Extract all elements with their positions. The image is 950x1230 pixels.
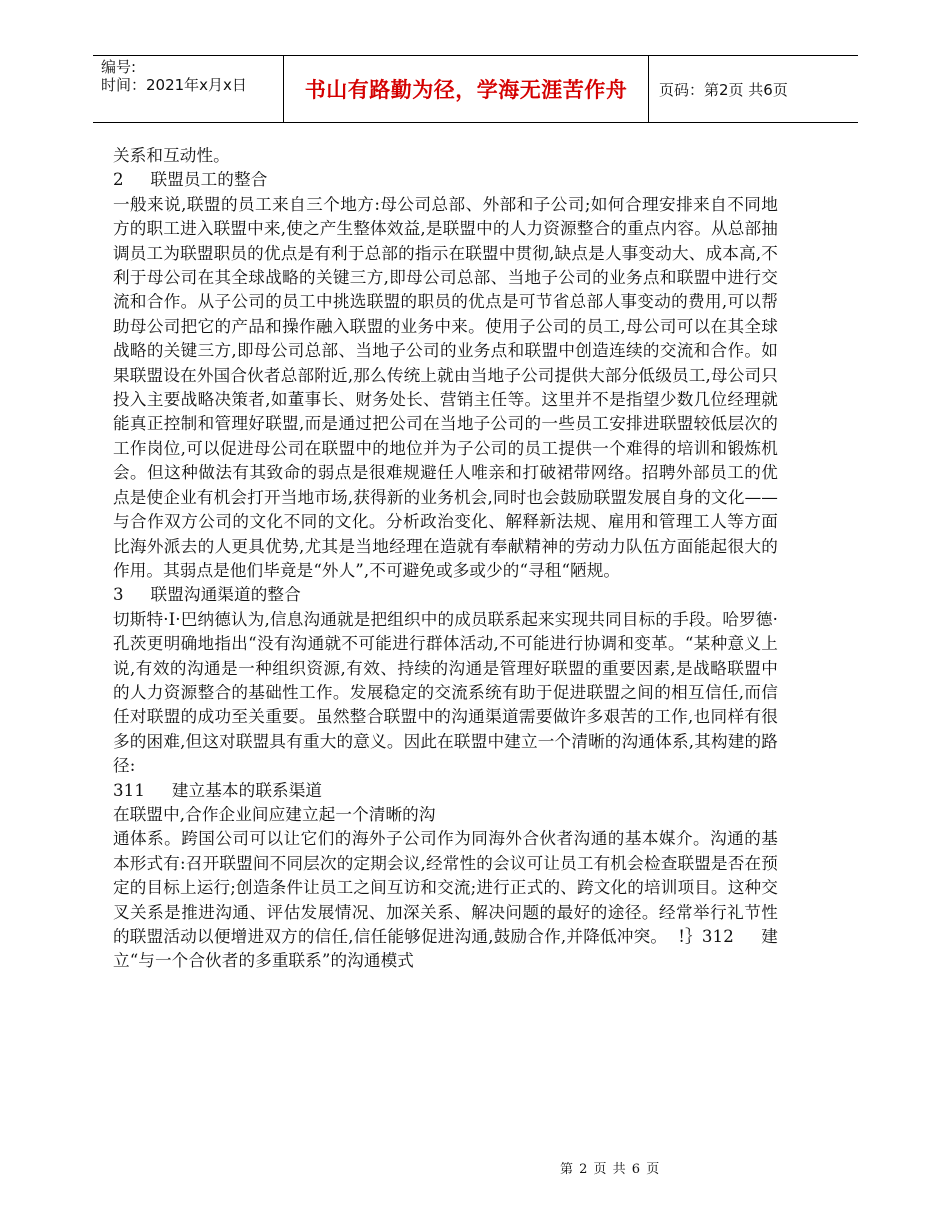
paragraph: 切斯特·I·巴纳德认为,信息沟通就是把组织中的成员联系起来实现共同目标的手段。哈罗德·孔茨更明确地指出“没有沟通就不可能进行群体活动,不可能进行协调和变革。“某种意义上说,有效的沟通是一种组织资源,有效、持续的沟通是管理好联盟的重要因素,是战略联盟中的人力资源整合的基础性工作。发展稳定的交流系统有助于促进联盟之间的相互信任,而信任对联盟的成功至关重要。虽然整合联盟中的沟通渠道需要做许多艰苦的工作,也同样有很多的困难,但这对联盟具有重大的意义。因此在联盟中建立一个清晰的沟通体系,其构建的路径: — [113, 609, 778, 776]
document-body — [113, 144, 778, 974]
section-heading-2: 2 联盟员工的整合 — [113, 170, 268, 190]
document-number-label: 编号: — [101, 58, 137, 76]
paragraph: 在联盟中,合作企业间应建立起一个清晰的沟 — [113, 804, 436, 824]
document-time-label: 时间：2021年x月x日 — [101, 76, 247, 94]
header-meta-cell — [93, 56, 283, 122]
page-footer: 第 2 页 共 6 页 — [560, 1162, 661, 1177]
paragraph: 关系和互动性。 — [113, 146, 230, 165]
paragraph: 通体系。跨国公司可以让它们的海外子公司作为同海外合伙者沟通的基本媒介。沟通的基本形式有:召开联盟间不同层次的定期会议,经常性的会议可让员工有机会检查联盟是否在预定的目标上运行;创造条件让员工之间互访和交流;进行正式的、跨文化的培训项目。这种交叉关系是推进沟通、评估发展情况、加深关系、解决问题的最好的途径。经常举行礼节性的联盟活动以便增进双方的信任,信任能够促进沟通,鼓励合作,并降低冲突。 !｝312 建立“与一个合伙者的多重联系”的沟通模式 — [113, 829, 778, 971]
subsection-heading-311: 311 建立基本的联系渠道 — [113, 780, 323, 800]
header-motto: 书山有路勤为径，学海无涯苦作舟 — [283, 56, 649, 122]
paragraph: 一般来说,联盟的员工来自三个地方:母公司总部、外部和子公司;如何合理安排来自不同地方的职工进入联盟中来,使之产生整体效益,是联盟中的人力资源整合的重点内容。从总部抽调员工为联盟职员的优点是有利于总部的指示在联盟中贯彻,缺点是人事变动大、成本高,不利于母公司在其全球战略的关键三方,即母公司总部、当地子公司的业务点和联盟中进行交流和合作。从子公司的员工中挑选联盟的职员的优点是可节省总部人事变动的费用,可以帮助母公司把它的产品和操作融入联盟的业务中来。使用子公司的员工,母公司可以在其全球战略的关键三方,即母公司总部、当地子公司的业务点和联盟中创造连续的交流和合作。如果联盟设在外国合伙者总部附近,那么传统上就由当地子公司提供大部分低级员工,母公司只投入主要战略决策者,如董事长、财务处长、营销主任等。这里并不是指望少数几位经理就能真正控制和管理好联盟,而是通过把公司在当地子公司的一些员工安排进联盟较低层次的工作岗位,可以促进母公司在联盟中的地位并为子公司的员工提供一个难得的培训和锻炼机会。但这种做法有其致命的弱点是很难规避任人唯亲和打破裙带网络。招聘外部员工的优点是使企业有机会打开当地市场,获得新的业务机会,同时也会鼓励联盟发展自身的文化——与合作双方公司的文化不同的文化。分析政治变化、解释新法规、雇用和管理工人等方面比海外派去的人更具优势,尤其是当地经理在造就有奉献精神的劳动力队伍方面能起很大的作用。其弱点是他们毕竟是“外人”,不可避免或多或少的“寻租“陋规。 — [113, 194, 778, 580]
document-header — [93, 55, 858, 123]
header-page-info: 页码：第2页 共6页 — [659, 80, 788, 99]
section-heading-3: 3 联盟沟通渠道的整合 — [113, 585, 301, 605]
